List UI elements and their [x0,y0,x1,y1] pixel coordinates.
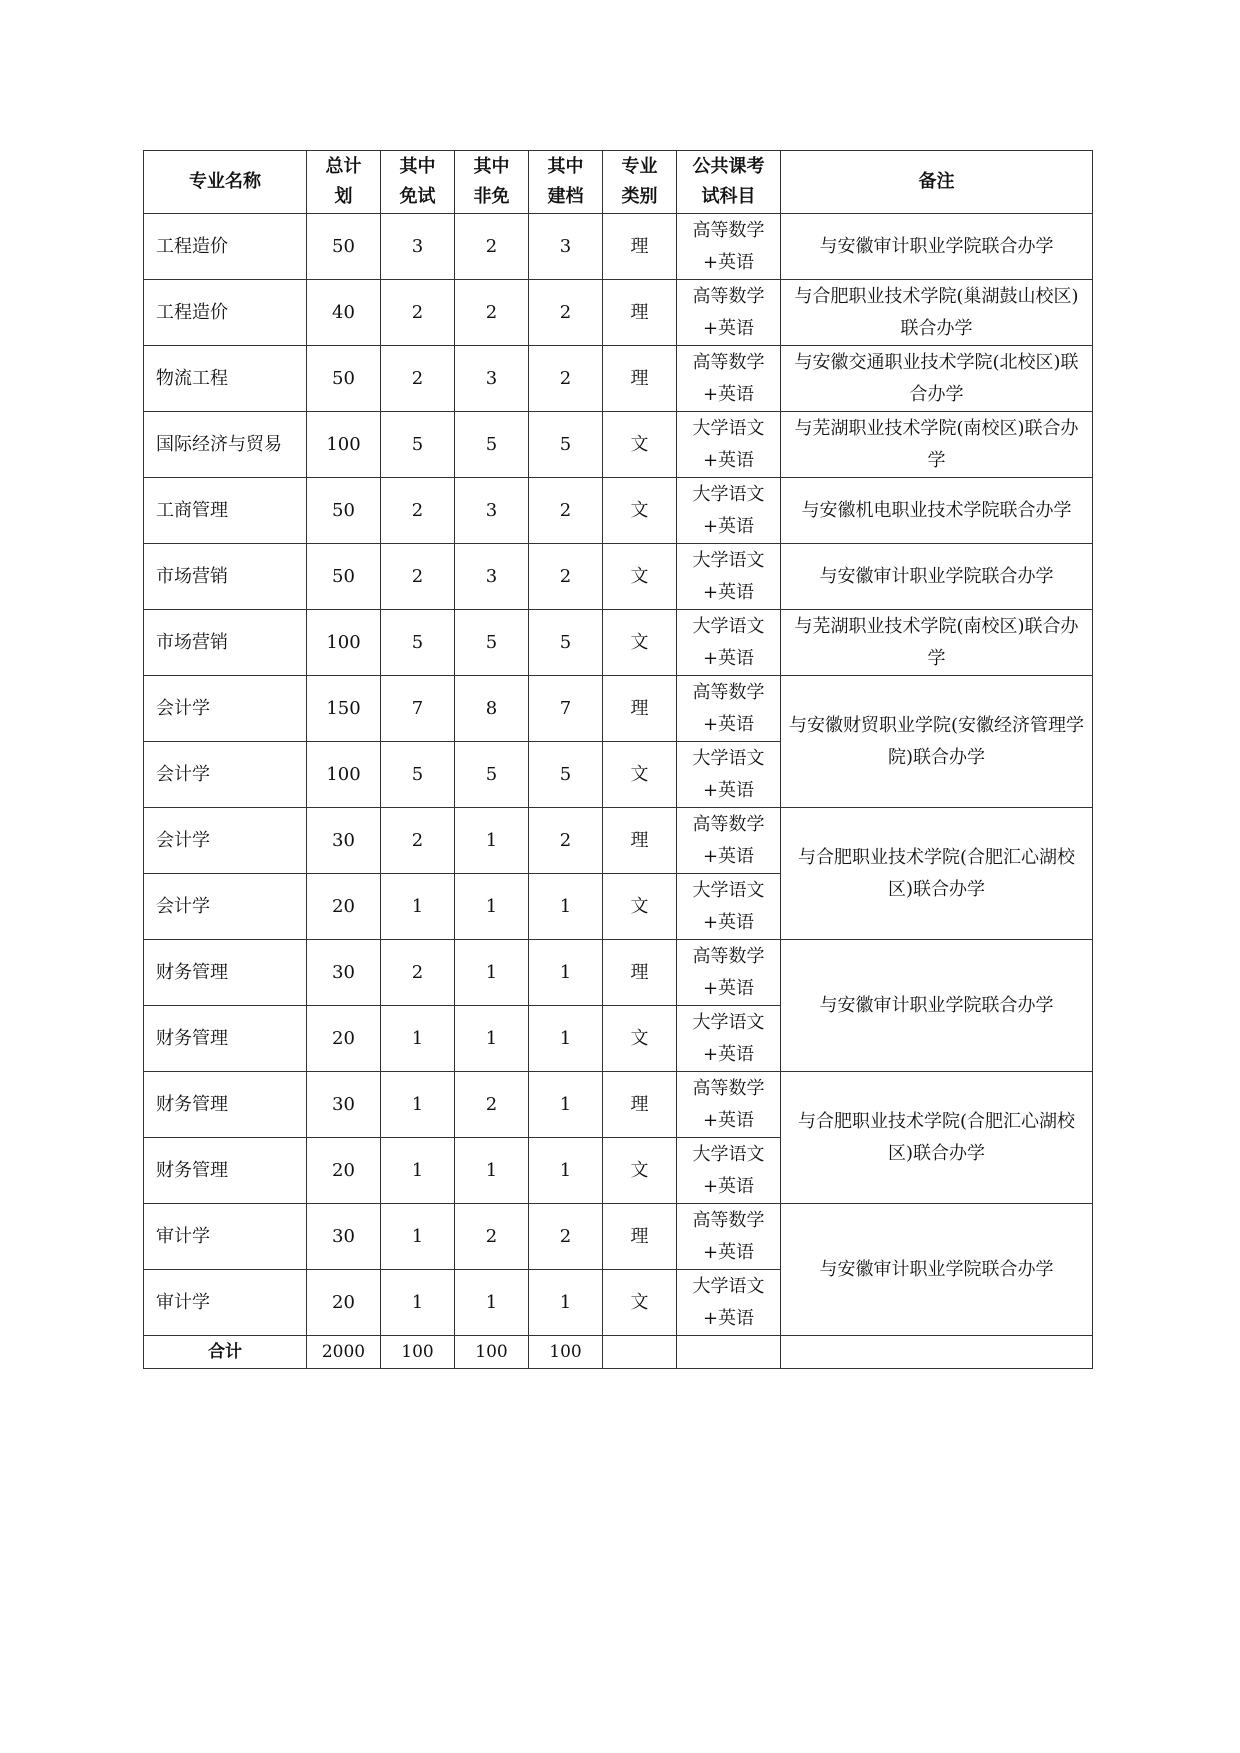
archive-cell: 2 [529,1204,603,1270]
total-plan-sum: 2000 [307,1336,381,1369]
subjects-cell: 大学语文 +英语 [677,478,781,544]
exempt-cell: 5 [381,610,455,676]
non-exempt-cell: 3 [455,346,529,412]
exempt-cell: 2 [381,808,455,874]
major-name-cell: 物流工程 [144,346,307,412]
archive-cell: 1 [529,1138,603,1204]
archive-cell: 1 [529,1270,603,1336]
exempt-cell: 2 [381,478,455,544]
archive-cell: 1 [529,940,603,1006]
exempt-cell: 1 [381,1204,455,1270]
major-name-cell: 国际经济与贸易 [144,412,307,478]
major-name-cell: 工程造价 [144,214,307,280]
total-plan-cell: 100 [307,610,381,676]
exempt-cell: 1 [381,1006,455,1072]
major-name-cell: 财务管理 [144,1138,307,1204]
table-row [144,940,1093,1006]
table-row [144,544,1093,610]
subjects-cell: 大学语文 +英语 [677,1006,781,1072]
non-exempt-cell: 2 [455,1204,529,1270]
non-exempt-cell: 1 [455,808,529,874]
major-name-cell: 审计学 [144,1270,307,1336]
total-exempt-sum: 100 [381,1336,455,1369]
total-plan-cell: 100 [307,412,381,478]
total-plan-cell: 50 [307,214,381,280]
subjects-cell: 高等数学 +英语 [677,1072,781,1138]
subjects-cell: 大学语文 +英语 [677,412,781,478]
non-exempt-cell: 2 [455,1072,529,1138]
non-exempt-cell: 3 [455,544,529,610]
category-cell: 理 [603,940,677,1006]
non-exempt-cell: 1 [455,874,529,940]
major-name-cell: 财务管理 [144,1072,307,1138]
note-cell: 与安徽机电职业技术学院联合办学 [781,478,1093,544]
subjects-cell: 大学语文 +英语 [677,610,781,676]
archive-cell: 5 [529,412,603,478]
enrollment-plan-table [143,150,1093,1369]
table-row [144,1072,1093,1138]
category-cell: 文 [603,544,677,610]
subjects-cell: 高等数学 +英语 [677,280,781,346]
archive-cell: 2 [529,280,603,346]
total-plan-cell: 50 [307,346,381,412]
note-cell: 与合肥职业技术学院(合肥汇心湖校区)联合办学 [781,808,1093,940]
subjects-cell: 高等数学 +英语 [677,808,781,874]
note-cell: 与安徽审计职业学院联合办学 [781,544,1093,610]
non-exempt-cell: 5 [455,742,529,808]
note-cell: 与安徽财贸职业学院(安徽经济管理学院)联合办学 [781,676,1093,808]
subjects-cell: 大学语文 +英语 [677,544,781,610]
major-name-cell: 会计学 [144,742,307,808]
category-cell: 文 [603,412,677,478]
note-cell: 与芜湖职业技术学院(南校区)联合办学 [781,610,1093,676]
exempt-cell: 1 [381,874,455,940]
note-cell: 与安徽审计职业学院联合办学 [781,1204,1093,1336]
table-row [144,346,1093,412]
category-cell: 理 [603,1204,677,1270]
table-row [144,676,1093,742]
category-cell: 理 [603,346,677,412]
category-cell: 理 [603,676,677,742]
major-name-cell: 财务管理 [144,940,307,1006]
subjects-cell: 高等数学 +英语 [677,1204,781,1270]
header-archive: 其中 建档 [529,151,603,214]
exempt-cell: 2 [381,940,455,1006]
major-name-cell: 财务管理 [144,1006,307,1072]
total-plan-cell: 50 [307,478,381,544]
subjects-cell: 大学语文 +英语 [677,874,781,940]
category-cell: 文 [603,742,677,808]
note-cell: 与合肥职业技术学院(合肥汇心湖校区)联合办学 [781,1072,1093,1204]
total-plan-cell: 30 [307,1072,381,1138]
total-non-exempt-sum: 100 [455,1336,529,1369]
table-row [144,1204,1093,1270]
table-row [144,214,1093,280]
category-cell: 理 [603,280,677,346]
subjects-cell: 大学语文 +英语 [677,1270,781,1336]
major-name-cell: 工商管理 [144,478,307,544]
header-category: 专业 类别 [603,151,677,214]
category-cell: 文 [603,874,677,940]
table-row [144,478,1093,544]
subjects-cell: 高等数学 +英语 [677,214,781,280]
total-archive-sum: 100 [529,1336,603,1369]
total-plan-cell: 30 [307,940,381,1006]
total-plan-cell: 20 [307,1138,381,1204]
total-note-empty [781,1336,1093,1369]
exempt-cell: 1 [381,1072,455,1138]
note-cell: 与安徽审计职业学院联合办学 [781,214,1093,280]
header-row [144,151,1093,214]
header-note: 备注 [781,151,1093,214]
total-plan-cell: 40 [307,280,381,346]
total-plan-cell: 20 [307,1006,381,1072]
note-cell: 与安徽交通职业技术学院(北校区)联合办学 [781,346,1093,412]
category-cell: 理 [603,1072,677,1138]
archive-cell: 1 [529,1072,603,1138]
subjects-cell: 大学语文 +英语 [677,742,781,808]
table-row [144,412,1093,478]
table-row [144,610,1093,676]
table-body [144,214,1093,1336]
category-cell: 文 [603,478,677,544]
header-name: 专业名称 [144,151,307,214]
non-exempt-cell: 3 [455,478,529,544]
archive-cell: 2 [529,544,603,610]
archive-cell: 2 [529,808,603,874]
subjects-cell: 高等数学 +英语 [677,940,781,1006]
archive-cell: 1 [529,1006,603,1072]
category-cell: 理 [603,214,677,280]
archive-cell: 5 [529,610,603,676]
exempt-cell: 1 [381,1270,455,1336]
major-name-cell: 审计学 [144,1204,307,1270]
total-plan-cell: 150 [307,676,381,742]
category-cell: 理 [603,808,677,874]
non-exempt-cell: 2 [455,280,529,346]
major-name-cell: 工程造价 [144,280,307,346]
major-name-cell: 会计学 [144,676,307,742]
exempt-cell: 2 [381,544,455,610]
total-plan-cell: 20 [307,1270,381,1336]
archive-cell: 5 [529,742,603,808]
total-plan-cell: 20 [307,874,381,940]
non-exempt-cell: 1 [455,940,529,1006]
exempt-cell: 5 [381,742,455,808]
non-exempt-cell: 5 [455,412,529,478]
header-exempt: 其中 免试 [381,151,455,214]
total-plan-cell: 50 [307,544,381,610]
non-exempt-cell: 2 [455,214,529,280]
major-name-cell: 会计学 [144,808,307,874]
subjects-cell: 高等数学 +英语 [677,346,781,412]
exempt-cell: 3 [381,214,455,280]
archive-cell: 2 [529,478,603,544]
exempt-cell: 7 [381,676,455,742]
archive-cell: 1 [529,874,603,940]
non-exempt-cell: 1 [455,1006,529,1072]
category-cell: 文 [603,1138,677,1204]
total-subjects-empty [677,1336,781,1369]
total-row [144,1336,1093,1369]
subjects-cell: 高等数学 +英语 [677,676,781,742]
exempt-cell: 5 [381,412,455,478]
major-name-cell: 市场营销 [144,610,307,676]
note-cell: 与合肥职业技术学院(巢湖鼓山校区)联合办学 [781,280,1093,346]
table-row [144,280,1093,346]
major-name-cell: 会计学 [144,874,307,940]
header-total-plan: 总计 划 [307,151,381,214]
header-subjects: 公共课考 试科目 [677,151,781,214]
total-plan-cell: 30 [307,808,381,874]
note-cell: 与安徽审计职业学院联合办学 [781,940,1093,1072]
exempt-cell: 2 [381,346,455,412]
archive-cell: 2 [529,346,603,412]
non-exempt-cell: 8 [455,676,529,742]
category-cell: 文 [603,1270,677,1336]
total-category-empty [603,1336,677,1369]
exempt-cell: 1 [381,1138,455,1204]
exempt-cell: 2 [381,280,455,346]
total-label: 合计 [144,1336,307,1369]
category-cell: 文 [603,610,677,676]
table-row [144,808,1093,874]
category-cell: 文 [603,1006,677,1072]
header-non-exempt: 其中 非免 [455,151,529,214]
major-name-cell: 市场营销 [144,544,307,610]
archive-cell: 3 [529,214,603,280]
non-exempt-cell: 1 [455,1270,529,1336]
non-exempt-cell: 5 [455,610,529,676]
non-exempt-cell: 1 [455,1138,529,1204]
total-plan-cell: 100 [307,742,381,808]
archive-cell: 7 [529,676,603,742]
total-plan-cell: 30 [307,1204,381,1270]
note-cell: 与芜湖职业技术学院(南校区)联合办学 [781,412,1093,478]
subjects-cell: 大学语文 +英语 [677,1138,781,1204]
